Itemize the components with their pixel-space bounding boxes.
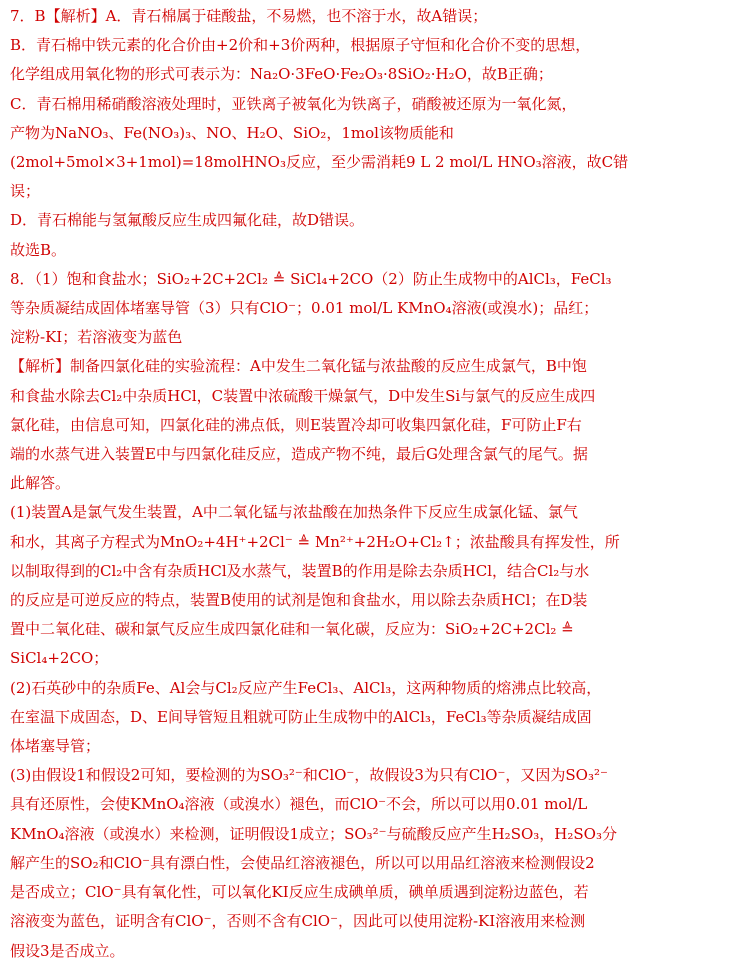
q8-line: 的反应是可逆反应的特点，装置B使用的试剂是饱和食盐水，用以除去杂质HCl；在D装 [10,591,588,610]
q8-line: 和食盐水除去Cl₂中杂质HCl，C装置中浓硫酸干燥氯气，D中发生Si与氯气的反应生成四 [10,386,596,405]
q8-line: 此解答。 [10,474,71,493]
q8-line: 和水，其离子方程式为MnO₂+4H⁺+2Cl⁻ ≜ Mn²⁺+2H₂O+Cl₂↑；浓盐酸具有挥发性，所 [10,532,620,551]
q8-line: 解产生的SO₂和ClO⁻具有漂白性，会使品红溶液褪色，所以可以用品红溶液来检测假设2 [10,853,595,872]
q8-line: 端的水蒸气进入装置E中与四氯化硅反应，造成产物不纯，最后G处理含氯气的尾气。据 [10,445,588,464]
q7-line: D．青石棉能与氢氟酸反应生成四氟化硅，故D错误。 [10,211,365,230]
q7-line: B．青石棉中铁元素的化合价由+2价和+3价两种，根据原子守恒和化合价不变的思想， [10,36,591,55]
q8-line: 氯化硅，由信息可知，四氯化硅的沸点低，则E装置冷却可收集四氯化硅，F可防止F右 [10,415,582,434]
q8-line: 置中二氧化硅、碳和氯气反应生成四氯化硅和一氧化碳，反应为：SiO₂+2C+2Cl₂ ≜ [10,620,574,639]
q7-line: 误； [10,182,41,201]
q8-line: KMnO₄溶液（或溴水）来检测，证明假设1成立；SO₃²⁻与硫酸反应产生H₂SO₃，H₂SO₃分 [10,824,617,843]
q8-line: 淀粉-KI；若溶液变为蓝色 [10,328,183,347]
q7-line: 故选B。 [10,240,67,259]
q8-line: 体堵塞导管； [10,737,101,756]
q8-line: 溶液变为蓝色，证明含有ClO⁻，否则不含有ClO⁻，因此可以使用淀粉-KI溶液用来检测 [10,912,586,931]
q8-line: (3)由假设1和假设2可知，要检测的为SO₃²⁻和ClO⁻，故假设3为只有ClO⁻，又因为SO₃²⁻ [10,766,608,785]
q8-line: 8．（1）饱和食盐水；SiO₂+2C+2Cl₂ ≜ SiCl₄+2CO（2）防止生成物中的AlCl₃，FeCl₃ [10,269,612,288]
q8-line: (1)装置A是氯气发生装置，A中二氧化锰与浓盐酸在加热条件下反应生成氯化锰、氯气 [10,503,578,522]
q8-line: 等杂质凝结成固体堵塞导管（3）只有ClO⁻；0.01 mol/L KMnO₄溶液(或溴水)；品红； [10,299,599,318]
q8-line: 是否成立；ClO⁻具有氧化性，可以氧化KI反应生成碘单质，碘单质遇到淀粉边蓝色，若 [10,883,589,902]
q7-line: 产物为NaNO₃、Fe(NO₃)₃、NO、H₂O、SiO₂，1mol该物质能和 [10,123,454,142]
q8-line: 【解析】制备四氯化硅的实验流程：A中发生二氧化锰与浓盐酸的反应生成氯气，B中饱 [10,357,587,376]
q8-line: SiCl₄+2CO； [10,649,109,668]
q7-line: 化学组成用氧化物的形式可表示为：Na₂O·3FeO·Fe₂O₃·8SiO₂·H₂O，故B正确； [10,65,553,84]
q8-line: 假设3是否成立。 [10,941,125,960]
q7-line: (2mol+5mol×3+1mol)=18molHNO₃反应，至少需消耗9 L 2 mol/L HNO₃溶液，故C错 [10,153,629,172]
q7-line: 7．B【解析】A．青石棉属于硅酸盐，不易燃，也不溶于水，故A错误； [10,7,488,25]
question-7-explanation [10,2,729,265]
question-8-explanation [10,265,729,966]
q8-line: 以制取得到的Cl₂中含有杂质HCl及水蒸气，装置B的作用是除去杂质HCl，结合Cl₂与水 [10,561,590,580]
q8-line: 具有还原性，会使KMnO₄溶液（或溴水）褪色，而ClO⁻不会，所以可以用0.01 mol/L [10,795,588,814]
q7-line: C．青石棉用稀硝酸溶液处理时，亚铁离子被氧化为铁离子，硝酸被还原为一氧化氮， [10,94,577,113]
q8-line: (2)石英砂中的杂质Fe、Al会与Cl₂反应产生FeCl₃、AlCl₃，这两种物质的熔沸点比较高， [10,678,602,697]
q8-line: 在室温下成固态，D、E间导管短且粗就可防止生成物中的AlCl₃，FeCl₃等杂质凝结成固 [10,707,592,726]
